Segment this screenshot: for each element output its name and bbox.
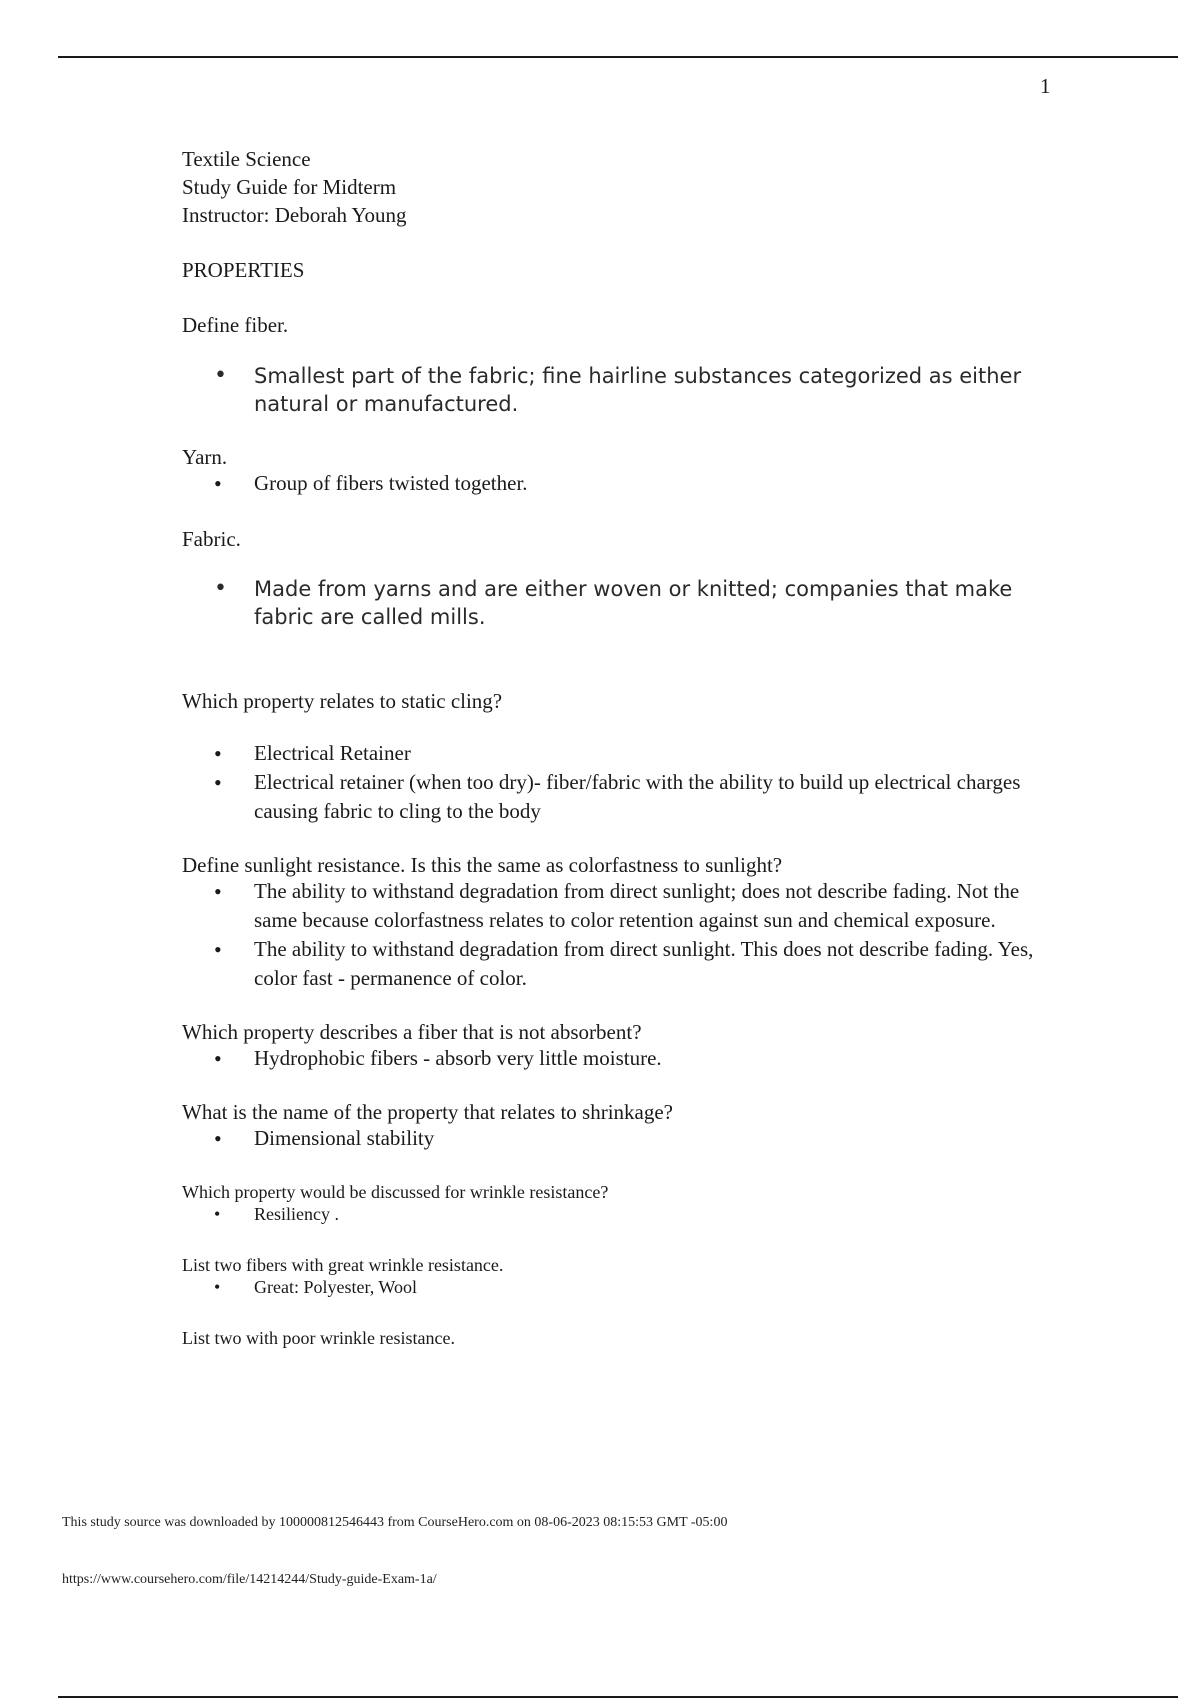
question: Yarn. [182,445,228,469]
question: List two with poor wrinkle resistance. [182,1328,455,1348]
question: Which property relates to static cling? [182,689,503,713]
answer-list [182,1124,1062,1153]
document-body [182,145,1062,1350]
answer-list [182,1275,1062,1300]
list-item: • Group of fibers twisted together. [182,469,1062,498]
question: Define fiber. [182,313,289,337]
list-item: • Resiliency . [182,1202,1062,1227]
section-heading: PROPERTIES [182,258,305,282]
answer-list [182,1202,1062,1227]
bottom-rule [58,1696,1178,1698]
course-title: Textile Science [182,147,311,171]
answer-list [182,469,1062,498]
answer-list [182,739,1062,826]
list-item: • Hydrophobic fibers - absorb very little moisture. [182,1044,1062,1073]
top-rule [58,56,1178,58]
page-number: 1 [1040,74,1051,98]
list-item: • Electrical retainer (when too dry)- fiber/fabric with the ability to build up electrical charges causing fabric to cling to the body [182,768,1062,826]
question: List two fibers with great wrinkle resistance. [182,1255,504,1275]
answer-list [182,575,1062,631]
list-item: • Dimensional stability [182,1124,1062,1153]
question: Define sunlight resistance. Is this the same as colorfastness to sunlight? [182,853,783,877]
question: Which property would be discussed for wrinkle resistance? [182,1182,609,1202]
answer-list [182,1044,1062,1073]
question: Which property describes a fiber that is not absorbent? [182,1020,642,1044]
question: Fabric. [182,527,241,551]
list-item: • The ability to withstand degradation from direct sunlight; does not describe fading. Not the same because colorfastness relates to color retention against sun and chemical exposure. [182,877,1062,935]
list-item: • Made from yarns and are either woven or knitted; companies that make fabric are called mills. [182,575,1062,631]
source-url[interactable]: https://www.coursehero.com/file/14214244/Study-guide-Exam-1a/ [62,1572,437,1587]
answer-list [182,877,1062,993]
guide-title: Study Guide for Midterm [182,175,397,199]
question: What is the name of the property that relates to shrinkage? [182,1100,673,1124]
list-item: • Electrical Retainer [182,739,1062,768]
list-item: • The ability to withstand degradation from direct sunlight. This does not describe fading. Yes, color fast - permanence of color. [182,935,1062,993]
list-item: • Smallest part of the fabric; fine hairline substances categorized as either natural or manufactured. [182,362,1062,418]
answer-list [182,362,1062,418]
download-notice: This study source was downloaded by 100000812546443 from CourseHero.com on 08-06-2023 08:15:53 GMT -05:00 [62,1515,728,1530]
instructor-line: Instructor: Deborah Young [182,203,407,227]
list-item: • Great: Polyester, Wool [182,1275,1062,1300]
